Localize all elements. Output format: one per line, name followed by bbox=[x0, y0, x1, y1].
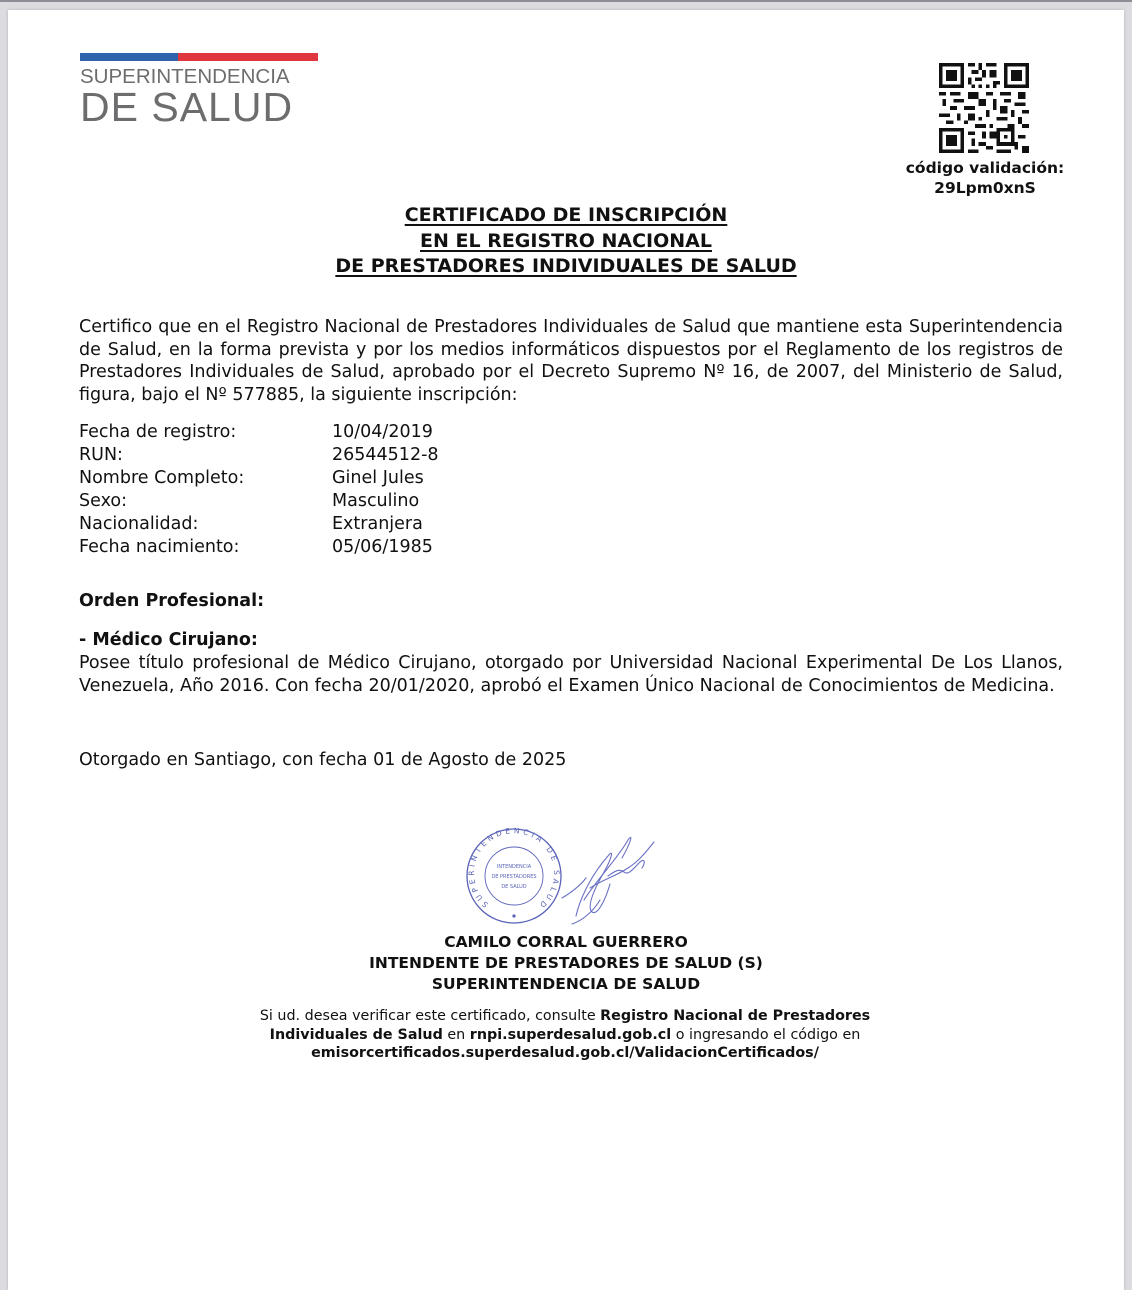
signer-block bbox=[0, 932, 1132, 995]
validation-code-block bbox=[880, 158, 1090, 198]
field-value: 26544512-8 bbox=[332, 445, 439, 465]
stamp-inner-text: INTENDENCIA DE PRESTADORES DE SALUD bbox=[491, 864, 537, 890]
issue-date-statement: Otorgado en Santiago, con fecha 01 de Agosto de 2025 bbox=[79, 750, 567, 770]
registry-url-link[interactable]: rnpi.superdesalud.gob.cl bbox=[469, 1026, 672, 1043]
field-value: Extranjera bbox=[332, 514, 423, 534]
field-value: 05/06/1985 bbox=[332, 537, 433, 557]
field-label: Fecha nacimiento: bbox=[79, 537, 240, 557]
stamp-outer-text: SUPERINTENDENCIA DE SALUD bbox=[466, 826, 562, 910]
title-line-2: EN EL REGISTRO NACIONAL bbox=[420, 229, 712, 252]
logo-flag-bar bbox=[80, 53, 318, 61]
professional-order-heading: Orden Profesional: bbox=[79, 591, 265, 611]
qr-code-icon bbox=[938, 63, 1030, 153]
verify-text-1: Si ud. desea verificar este certificado, consulte bbox=[259, 1008, 601, 1024]
field-row-run bbox=[79, 444, 439, 467]
verify-text-3: o ingresando el código en bbox=[671, 1026, 861, 1043]
signer-name: CAMILO CORRAL GUERRERO bbox=[444, 933, 688, 951]
superintendencia-logo bbox=[80, 53, 320, 130]
field-label: RUN: bbox=[79, 445, 123, 465]
field-label: Nombre Completo: bbox=[79, 468, 245, 488]
logo-bar-blue bbox=[80, 53, 178, 61]
field-label: Sexo: bbox=[79, 491, 127, 511]
signer-institution: SUPERINTENDENCIA DE SALUD bbox=[431, 975, 701, 993]
profession-title: - Médico Cirujano: bbox=[79, 630, 258, 650]
field-row-birth-date bbox=[79, 536, 439, 559]
verify-text-2: en bbox=[442, 1026, 470, 1043]
field-label: Nacionalidad: bbox=[79, 514, 199, 534]
profession-description: Posee título profesional de Médico Cirujano, otorgado por Universidad Nacional Experimental De Los Llanos, Venezuela, Año 2016. Con fecha 20/01/2020, aprobó el Examen Único Nacional de Conocimientos de Medicina. bbox=[79, 653, 1063, 696]
signature-icon bbox=[562, 837, 654, 924]
field-row-sex bbox=[79, 490, 439, 513]
title-line-3: DE PRESTADORES INDIVIDUALES DE SALUD bbox=[335, 255, 797, 277]
logo-text-line2: DE SALUD bbox=[80, 84, 294, 130]
validation-code-label: código validación: bbox=[905, 159, 1065, 177]
field-label: Fecha de registro: bbox=[79, 422, 237, 442]
field-value: Masculino bbox=[332, 491, 420, 511]
official-seal-icon bbox=[467, 826, 561, 923]
official-stamp-and-signature bbox=[466, 826, 666, 930]
title-line-1: CERTIFICADO DE INSCRIPCIÓN bbox=[404, 204, 728, 226]
verification-note bbox=[230, 1007, 900, 1063]
logo-bar-red bbox=[178, 53, 318, 61]
registration-fields bbox=[79, 421, 439, 559]
field-row-nationality bbox=[79, 513, 439, 536]
window-top-edge bbox=[0, 0, 1132, 2]
registry-name: Registro Nacional de Prestadores Individuales de Salud bbox=[269, 1008, 871, 1043]
logo-text-line1: SUPERINTENDENCIA bbox=[80, 65, 290, 88]
validation-url-link[interactable]: emisorcertificados.superdesalud.gob.cl/ValidacionCertificados/ bbox=[311, 1045, 819, 1061]
field-row-full-name bbox=[79, 467, 439, 490]
field-value: Ginel Jules bbox=[332, 468, 424, 488]
certificate-title bbox=[0, 203, 1132, 280]
signer-position: INTENDENTE DE PRESTADORES DE SALUD (S) bbox=[369, 954, 763, 972]
validation-code-value: 29Lpm0xnS bbox=[934, 179, 1036, 197]
field-row-registration-date bbox=[79, 421, 439, 444]
field-value: 10/04/2019 bbox=[332, 422, 433, 442]
intro-paragraph: Certifico que en el Registro Nacional de Prestadores Individuales de Salud que mantiene esta Superintendencia de Salud, en la forma prevista y por los medios informáticos dispuestos por el Reglamento de los registros de Prestadores Individuales de Salud, aprobado por el Decreto Supremo Nº 16, de 2007, del Ministerio de Salud, figura, bajo el Nº 577885, la siguiente inscripción: bbox=[79, 317, 1063, 406]
